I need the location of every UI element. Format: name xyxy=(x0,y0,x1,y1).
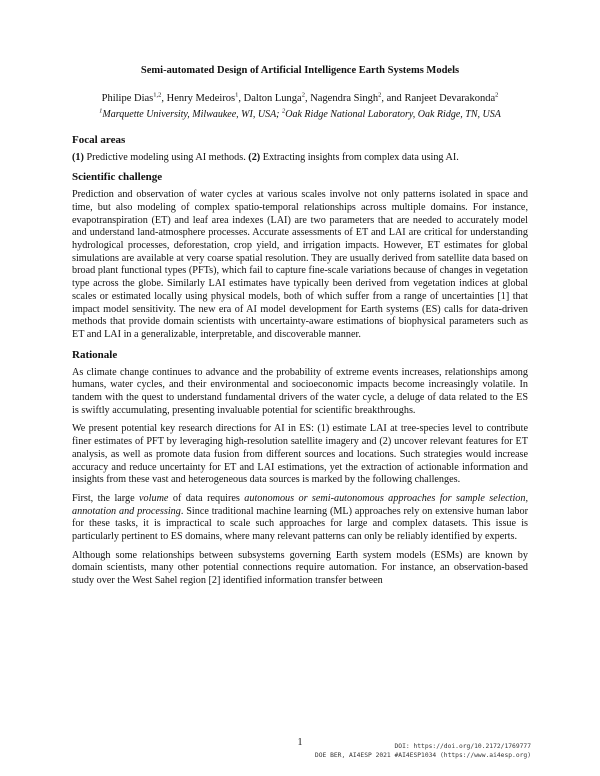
text-run: First, the large xyxy=(72,492,140,504)
emphasis: autonomous or semi-autonomous approaches for sample selection, annotation and processing xyxy=(72,492,529,517)
affiliations xyxy=(72,109,528,122)
paragraph: As climate change continues to advance and the probability of extreme events increases, relationships among humans, water cycles, and their environmental and socioeconomic impacts become increasingly volatile. In tandem with the quest to understand fundamental drivers of the water cycle, a deluge of data related to the ES is swiftly accumulating, presenting invaluable potential for scientific breakthroughs. xyxy=(72,366,528,416)
author-affil-sup: 1 xyxy=(235,91,239,99)
author: Henry Medeiros xyxy=(166,93,236,104)
emphasis: volume xyxy=(139,492,169,504)
paragraph: Prediction and observation of water cycles at various scales involve not only patterns isolated in space and time, but also modeling of complex spatio-temporal relationships across multiple domains. For instance, evapotranspiration (ET) and leaf area indexes (LAI) are two parameters that are needed to accurately model and understand land-atmosphere processes. Accurate assessments of ET and LAI are critical for understanding hydrological processes, deforestation, crop yield, and irrigation impacts. However, ET estimates for global simulations are available at very coarse spatial resolution. They are usually derived from satellite data based on broad plant functional types (PFTs), which fail to capture fine-scale variations because of changes in vegetation type across the globe. Similarly LAI estimates have typically been derived from vegetation indices at global scales or estimated locally using physical models, both of which suffer from a range of uncertainties [1] that impact model sensitivity. The new era of AI model development for Earth systems (ES) calls for data-driven methods that provide domain scientists with uncertainty-aware estimations of biophysical parameters such as ET and LAI in a generalizable, interpretable, and discoverable manner. xyxy=(72,189,528,340)
author: Nagendra Singh xyxy=(310,93,379,104)
section-heading: Rationale xyxy=(72,348,118,361)
paper-title: Semi-automated Design of Artificial Intelligence Earth Systems Models xyxy=(140,65,460,76)
paragraph xyxy=(72,493,528,544)
section-heading: Focal areas xyxy=(72,133,126,146)
author: Philipe Dias xyxy=(101,93,154,104)
author-affil-sup: 1,2 xyxy=(153,91,162,99)
text-run: . Since traditional machine learning (ML) approaches rely on extensive human labor for these tasks, it is impractical to scale such approaches for large and complex datasets. This issue is particularly pertinent to ES domains, where many relevant patterns can only be reliably identified by experts. xyxy=(72,505,528,543)
paragraph: We present potential key research directions for AI in ES: (1) estimate LAI at tree-species level to contribute finer estimates of PFT by leveraging high-resolution satellite imagery and (2) uncover relevant features for ET analysis, as well as promote data fusion from different sources and locations. Such strategies would increase accuracy and reduce uncertainty for ET and LAI estimations, yet the extraction of actionable information and insights from these vast and heterogeneous data sources is marked by the following challenges. xyxy=(72,423,528,486)
page-footer xyxy=(315,742,531,760)
author: Ranjeet Devarakonda xyxy=(404,93,496,104)
paper-page xyxy=(72,64,528,594)
author-affil-sup: 2 xyxy=(378,91,382,99)
author-affil-sup: 2 xyxy=(301,91,305,99)
affil-text: Oak Ridge National Laboratory, Oak Ridge, TN, USA xyxy=(285,109,501,120)
author: Dalton Lunga xyxy=(243,93,302,104)
section-heading: Scientific challenge xyxy=(72,171,163,184)
affil-sup: 2 xyxy=(282,107,286,115)
focal-num: (1) xyxy=(72,151,84,163)
focal-text: Extracting insights from complex data using AI. xyxy=(260,151,459,163)
focal-num: (2) xyxy=(248,151,261,163)
page-number: 1 xyxy=(297,737,303,748)
venue-line: DOE BER, AI4ESP 2021 #AI4ESP1034 (https://www.ai4esp.org) xyxy=(314,752,531,759)
affil-sup: 1 xyxy=(99,107,103,115)
doi-line: DOI: https://doi.org/10.2172/1769777 xyxy=(394,743,531,750)
affil-text: Marquette University, Milwaukee, WI, USA; xyxy=(102,109,283,120)
focal-areas-text xyxy=(72,152,528,165)
paragraph: Although some relationships between subsystems governing Earth system models (ESMs) are known by domain scientists, many other potential connections require automation. For instance, an observation-based study over the West Sahel region [2] identified information transfer between xyxy=(72,549,528,587)
text-run: of data requires xyxy=(168,492,245,504)
author-affil-sup: 2 xyxy=(495,91,499,99)
author-list: Philipe Dias$^{1,2}$, Henry Medeiros$^1$, Dalton Lunga$^2$, Nagendra Singh$^2$, and Ranjeet Devarakonda$^2$ xyxy=(101,91,499,104)
focal-text: Predictive modeling using AI methods. xyxy=(83,151,249,163)
